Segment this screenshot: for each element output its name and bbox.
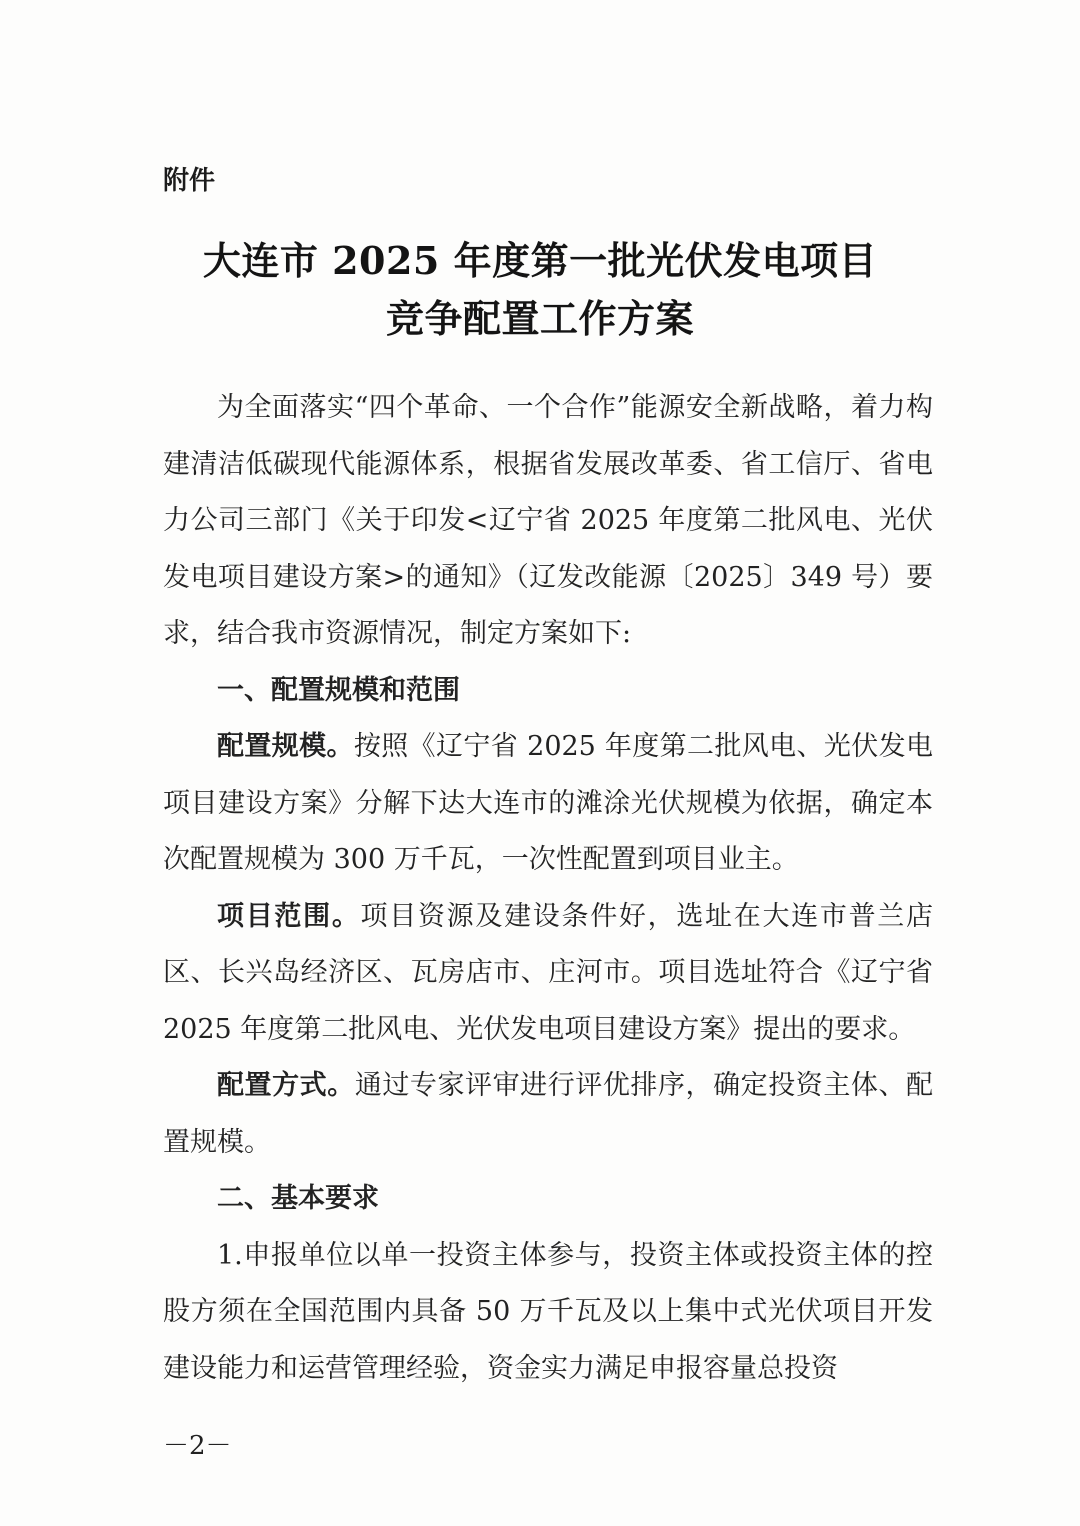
range-text: 项目资源及建设条件好，选址在大连市普兰店区、长兴岛经济区、瓦房店市、庄河市。项目选址符合《辽宁省 2025 年度第二批风电、光伏发电项目建设方案》提出的要求。 (163, 900, 934, 1045)
attachment-label: 附件 (163, 166, 216, 196)
scale-text: 按照《辽宁省 2025 年度第二批风电、光伏发电项目建设方案》分解下达大连市的滩涂光伏规模为依据，确定本次配置规模为 300 万千瓦，一次性配置到项目业主。 (163, 731, 933, 875)
section-2-heading: 二、基本要求 (217, 1183, 379, 1214)
method-paragraph (163, 1058, 933, 1171)
page-number: －2－ (163, 1431, 232, 1461)
range-paragraph (163, 889, 933, 1059)
document-title-line-2: 竞争配置工作方案 (385, 296, 694, 341)
scale-lead: 配置规模。 (217, 731, 354, 762)
scale-paragraph (163, 719, 933, 889)
document-title-line-1: 大连市 2025 年度第一批光伏发电项目 (202, 238, 878, 283)
requirement-1-paragraph: 1.申报单位以单一投资主体参与，投资主体或投资主体的控股方须在全国范围内具备 50 万千瓦及以上集中式光伏项目开发建设能力和运营管理经验，资金实力满足申报容量总投资 (163, 1239, 933, 1384)
range-lead: 项目范围。 (217, 900, 361, 932)
intro-paragraph: 为全面落实“四个革命、一个合作”能源安全新战略，着力构建清洁低碳现代能源体系，根据省发展改革委、省工信厅、省电力公司三部门《关于印发<辽宁省 2025 年度第二批风电、光伏发电项目建设方案>的通知》（辽发改能源〔2025〕349 号）要求，结合我市资源情况，制定方案如下: (163, 392, 933, 649)
method-lead: 配置方式。 (217, 1070, 355, 1101)
method-text: 通过专家评审进行评优排序，确定投资主体、配置规模。 (163, 1070, 934, 1158)
document-body (163, 380, 933, 1397)
section-1-heading: 一、配置规模和范围 (217, 674, 460, 706)
